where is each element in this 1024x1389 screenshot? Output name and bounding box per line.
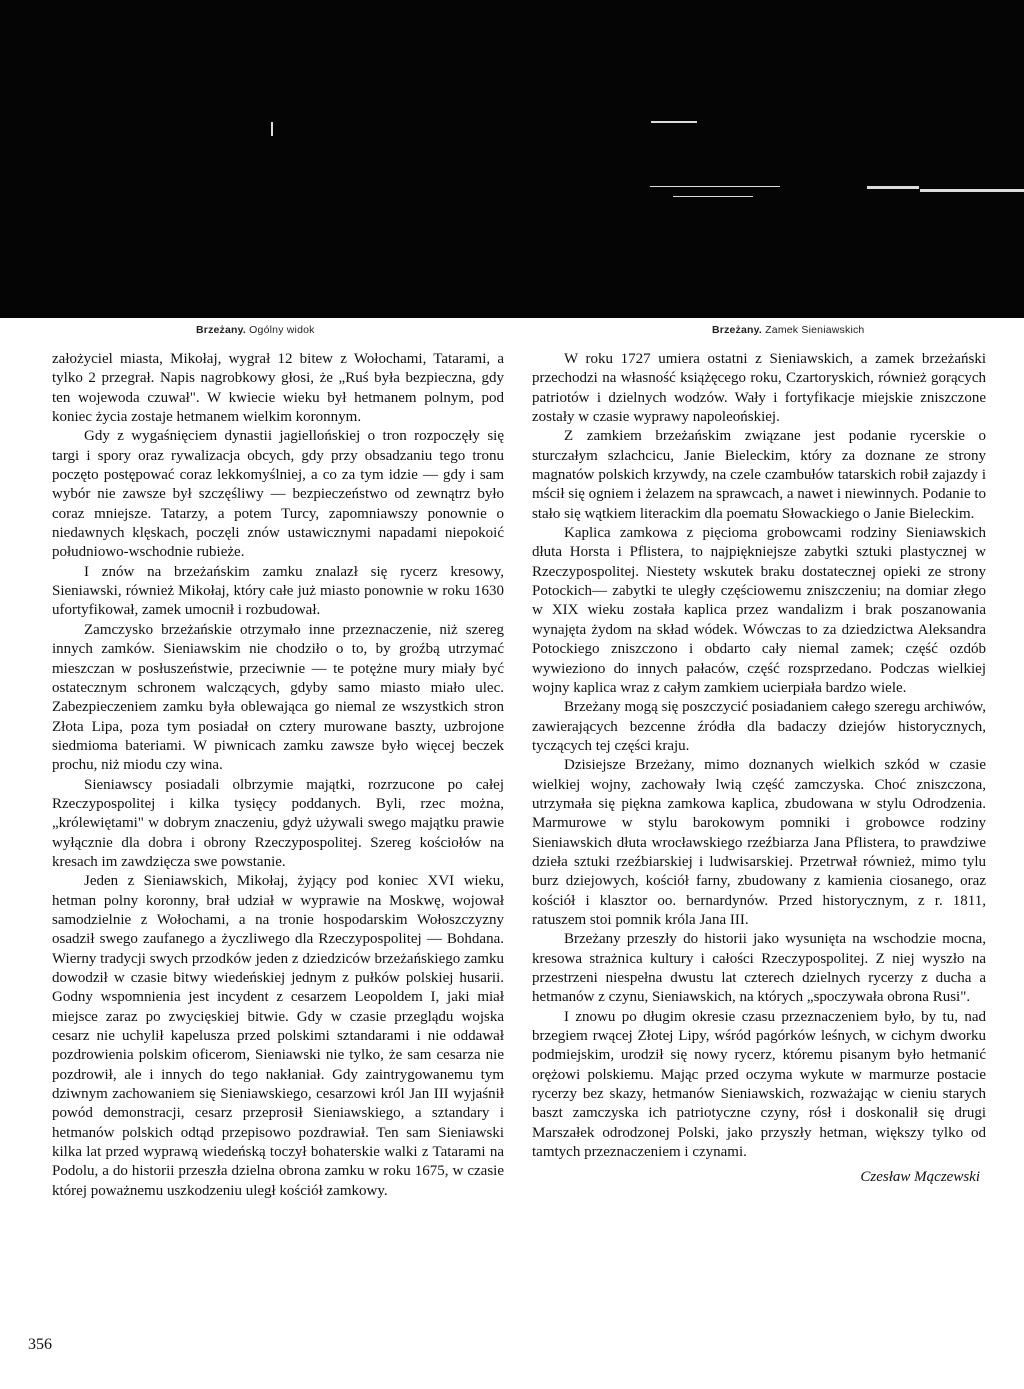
- paragraph: Sieniawscy posiadali olbrzymie majątki, rozrzucone po całej Rzeczypospolitej i kilka tysięcy poddanych. Byli, rzec można, „królewiętami" w dobrym znaczeniu, gdyż używali swego majątku prawie wyłącznie dla dobra i obrony Rzeczypospolitej. Szereg kościołów na kresach im zawdzięcza swe powstanie.: [52, 776, 504, 870]
- paragraph: Brzeżany przeszły do historii jako wysunięta na wschodzie mocna, kresowa strażnica kultury i całości Rzeczypospolitej. Z niej wyszło na przestrzeni niespełna dwustu lat czterech dzielnych rycerzy z ducha a hetmanów z czynu, Sieniawskich, na których „spoczywała obrona Rusi".: [532, 931, 986, 1006]
- right-caption-text: Zamek Sieniawskich: [765, 324, 865, 336]
- paragraph: Zamczysko brzeżańskie otrzymało inne przeznaczenie, niż szereg innych zamków. Sieniawskim nie chodziło o to, by groźbą utrzymać mieszczan w posłuszeństwie, przeciwnie — te potężne mury miały być ostatecznym schronem walczących, gdyby samo miasto miało ulec. Zabezpieczeniem zamku była oblewająca go niemal ze wszystkich stron Złota Lipa, poza tym posiadał on cztery murowane baszty, uzbrojone siedmioma bateriami. W piwnicach zamku zawsze było więcej beczek prochu, niż miodu czy wina.: [52, 621, 504, 774]
- left-caption-text: Ogólny widok: [249, 324, 315, 336]
- page-number: 356: [28, 1336, 52, 1353]
- paragraph: I znowu po długim okresie czasu przeznaczeniem było, by tu, nad brzegiem rwącej Złotej Lipy, wśród pagórków leśnych, w cichym dworku podmiejskim, urodził się nowy rycerz, któremu pisanym było hetmanić orężowi polskiemu. Mając przed oczyma wykute w marmurze postacie rycerzy bez skazy, hetmanów Sieniawskich, rozważając w cieniu starych baszt zamczyska ich patriotyczne czyny, rósł i doskonalił się drugi Marszałek odrodzonej Polski, jako przyszły hetman, większy tylko od tamtych przeznaczeniem i czynami.: [532, 1008, 986, 1161]
- right-photo-caption: [712, 324, 864, 336]
- left-text-column: [52, 350, 504, 1201]
- right-caption-place: Brzeżany.: [712, 324, 763, 336]
- paragraph: Z zamkiem brzeżańskim związane jest podanie rycerskie o sturczałym szlachcicu, Janie Bieleckim, który za doznane ze strony magnatów polskich krzywdy, na czele czambułów tatarskich robił zajazdy i mścił się ogniem i żelazem na sprawcach, a nawet i niewinnych. Podanie to stało się wątkiem literackim dla poematu Słowackiego o Janie Bieleckim.: [532, 428, 987, 522]
- left-caption-place: Brzeżany.: [196, 324, 247, 336]
- paragraph: I znów na brzeżańskim zamku znalazł się rycerz kresowy, Sieniawski, również Mikołaj, który całe już miasto ponownie w roku 1630 ufortyfikował, zamek umocnił i rozbudował.: [52, 563, 504, 619]
- sieniawski-castle-photo: [515, 0, 1024, 318]
- left-photo-caption: [196, 324, 315, 336]
- paragraph: W roku 1727 umiera ostatni z Sieniawskich, a zamek brzeżański przechodzi na własność książęcego roku, Czartoryskich, również gorących patriotów i dzielnych wodzów. Wały i fortyfikacje miejskie zniszczone zostały w czasie wyprawy napoleońskiej.: [532, 351, 986, 426]
- town-general-view-photo: [0, 0, 515, 318]
- paragraph: Kaplica zamkowa z pięcioma grobowcami rodziny Sieniawskich dłuta Horsta i Pflistera, to najpiękniejsze zabytki sztuki plastycznej w Rzeczypospolitej. Niestety wskutek braku dostatecznej opieki ze strony Potockich— zabytki te uległy częściowemu zniszczeniu; na domiar złego w XIX wieku została kaplica przez wandalizm i brak poszanowania wynajęta żydom na skład wódek. Wówczas to za dziedzictwa Aleksandra Potockiego zniszczono i obdarto cały niemal zamek; część ozdób wywieziono do innych pałaców, część rozsprzedano. Podczas wielkiej wojny kaplica wraz z całym zamkiem ucierpiała bardzo wiele.: [532, 525, 986, 696]
- paragraph: Brzeżany mogą się poszczycić posiadaniem całego szeregu archiwów, zawierających bezcenne źródła dla badaczy dziejów historycznych, tyczących tej części kraju.: [532, 699, 986, 754]
- author-signature: Czesław Mączewski: [860, 1169, 980, 1186]
- paragraph: Jeden z Sieniawskich, Mikołaj, żyjący pod koniec XVI wieku, hetman polny koronny, brał udział w wyprawie na Moskwę, wojował samodzielnie z Wołochami, a na tronie hospodarskim Wołoszczyzny osadził swego zaufanego a życzliwego dla Rzeczypospolitej — Bohdana. Wierny tradycji swych przodków jeden z dziedziców brzeżańskiego zamku dowodził w czasie bitwy wiedeńskiej jednym z pułków polskiej husarii. Godny wspomnienia jest incydent z cesarzem Leopoldem I, jaki miał miejsce zaraz po zwycięskiej bitwie. Gdy w czasie przeglądu wojska cesarz nie uchylił kapelusza przed polskimi sztandarami i nie oddawał pozdrowienia polskim oficerom, Sieniawski nie tylko, że sam cesarza nie pozdrowił, ale i innych do tego nakłaniał. Gdy zaintrygowanemu tym dziwnym zachowaniem się Sieniawskiego, cesarzowi król Jan III wyjaśnił powód demonstracji, cesarz przeprosił Sieniawskiego, a sztandary i hetmanów polskich odtąd przepisowo pozdrawiał. Ten sam Sieniawski kilka lat przed wyprawą wiedeńską toczył bohaterskie walki z Tatarami na Podolu, a do historii przeszła dzielna obrona zamku w roku 1675, w czasie której poważnemu uszkodzeniu uległ kościół zamkowy.: [52, 873, 504, 1199]
- right-text-column: [532, 350, 986, 1188]
- paragraph: Dzisiejsze Brzeżany, mimo doznanych wielkich szkód w czasie wielkiej wojny, zachowały lwią część zamczyska. Choć zniszczona, utrzymała się piękna zamkowa kaplica, zbudowana w stylu Odrodzenia. Marmurowe w stylu barokowym pomniki i grobowce rodziny Sieniawskich dłuta wrocławskiego rzeźbiarza Jana Pflistera, to prawdziwe dzieła sztuki rzeźbiarskiej i ludwisarskiej. Przetrwał również, mimo tylu burz dziejowych, kościół farny, zbudowany z kamienia ciosanego, oraz kościół i klasztor oo. bernardynów. Przed historycznym, z r. 1811, ratuszem stoi pomnik króla Jana III.: [532, 757, 986, 928]
- paragraph: założyciel miasta, Mikołaj, wygrał 12 bitew z Wołochami, Tatarami, a tylko 2 przegrał. Napis nagrobkowy głosi, że „Ruś była bezpieczna, gdy ten wojewoda czuwał". W kwiecie wieku był hetmanem polnym, pod koniec życia zostaje hetmanem wielkim koronnym.: [52, 351, 504, 426]
- photo-strip: [0, 0, 1024, 318]
- paragraph: Gdy z wygaśnięciem dynastii jagiellońskiej o tron rozpoczęły się targi i spory oraz rywalizacja obcych, gdy przy obsadzaniu tego tronu poczęto postępować coraz lekkomyślniej, a co za tym idzie — gdy i sam wybór nie zawsze był szczęśliwy — bezpieczeństwo od zewnątrz było coraz mniejsze. Tatarzy, a potem Turcy, zapomniawszy ponownie o niedawnych klęskach, poczęli znów ustawicznymi napadami niepokoić południowo-wschodnie rubieże.: [52, 428, 504, 561]
